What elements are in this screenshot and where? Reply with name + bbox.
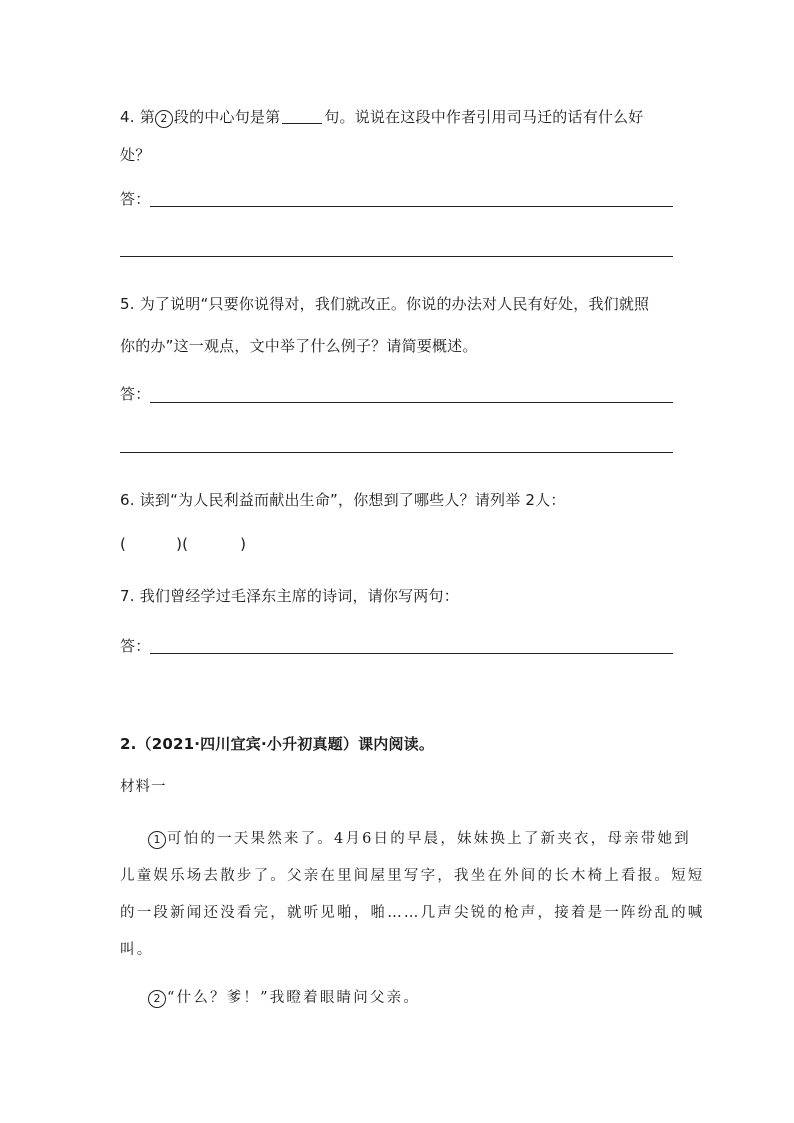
q6-line1 bbox=[120, 490, 566, 510]
q6-paren-close: ) bbox=[240, 535, 247, 553]
q6-text: 读到“为人民利益而献出生命”，你想到了哪些人？请列举 bbox=[139, 491, 521, 509]
section2-heading: 2.（2021·四川宜宾·小升初真题）课内阅读。 bbox=[120, 735, 435, 753]
q4-answer-line-1[interactable] bbox=[150, 206, 673, 207]
q7-number: 7. bbox=[120, 587, 135, 605]
q6-number: 6. bbox=[120, 491, 135, 509]
para1-line3: 的一段新闻还没看完，就听见啪，啪……几声尖锐的枪声，接着是一阵纷乱的喊 bbox=[120, 905, 705, 921]
q6-count: 2 bbox=[525, 491, 536, 509]
q7-answer-line[interactable] bbox=[150, 653, 673, 654]
q7-answer-label: 答： bbox=[120, 637, 151, 655]
q4-line1 bbox=[120, 107, 644, 128]
q5-text: 为了说明“只要你说得对，我们就改正。你说的办法对人民有好处，我们就照 bbox=[139, 295, 650, 313]
q4-text-before: 第 bbox=[139, 108, 155, 126]
q5-answer-line-2[interactable] bbox=[120, 452, 673, 453]
q4-answer-line-2[interactable] bbox=[120, 256, 673, 257]
q6-text-end: 人： bbox=[535, 491, 566, 509]
q7-line1 bbox=[120, 586, 459, 606]
q6-paren-open: ( bbox=[120, 535, 127, 553]
q4-line2: 处？ bbox=[120, 146, 151, 164]
circled-number-icon: 2 bbox=[155, 110, 173, 128]
q5-line1 bbox=[120, 294, 649, 314]
material-label: 材料一 bbox=[120, 779, 167, 795]
q4-number: 4. bbox=[120, 108, 135, 126]
q4-answer-label: 答： bbox=[120, 190, 151, 208]
q4-blank[interactable] bbox=[282, 109, 322, 124]
circled-number-icon: 2 bbox=[148, 990, 166, 1008]
para2-line1 bbox=[148, 988, 420, 1008]
para2-text-1: “什么？爹！”我瞪着眼睛问父亲。 bbox=[167, 990, 421, 1006]
q7-text: 我们曾经学过毛泽东主席的诗词，请你写两句： bbox=[139, 587, 459, 605]
circled-number-icon: 1 bbox=[148, 831, 166, 849]
q6-answer-parens[interactable] bbox=[120, 534, 246, 554]
para1-text-1: 可怕的一天果然来了。4月6日的早晨，妹妹换上了新夹衣，母亲带她到 bbox=[167, 831, 691, 847]
q5-number: 5. bbox=[120, 295, 135, 313]
q5-answer-line-1[interactable] bbox=[150, 402, 673, 403]
para1-line1 bbox=[148, 829, 691, 849]
q4-text-after: 句。说说在这段中作者引用司马迁的话有什么好 bbox=[324, 108, 644, 126]
q5-answer-label: 答： bbox=[120, 385, 151, 403]
q6-paren-mid: )( bbox=[176, 535, 189, 553]
q4-text-middle: 段的中心句是第 bbox=[173, 108, 281, 126]
para1-line2: 儿童娱乐场去散步了。父亲在里间屋里写字，我坐在外间的长木椅上看报。短短 bbox=[120, 868, 705, 884]
para1-line4: 叫。 bbox=[120, 942, 154, 958]
q5-line2: 你的办”这一观点，文中举了什么例子？请简要概述。 bbox=[120, 337, 478, 355]
